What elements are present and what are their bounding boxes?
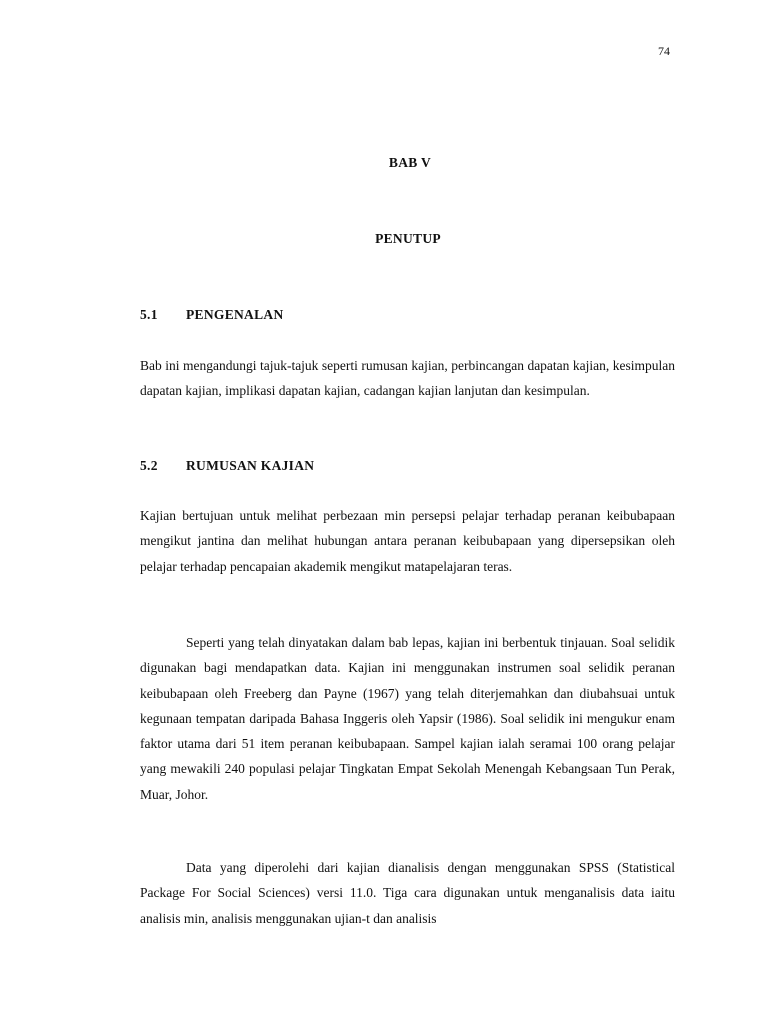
chapter-subtitle: PENUTUP bbox=[375, 231, 441, 246]
section-title: PENGENALAN bbox=[186, 307, 284, 322]
section-number: 5.1 bbox=[140, 307, 158, 322]
page-number: 74 bbox=[658, 44, 670, 58]
paragraph-pengenalan: Bab ini mengandungi tajuk-tajuk seperti rumusan kajian, perbincangan dapatan kajian, kesimpulan dapatan kajian, implikasi dapatan kajian, cadangan kajian lanjutan dan kesimpulan. bbox=[140, 358, 675, 399]
paragraph-rumusan-analysis: Data yang diperolehi dari kajian dianalisis dengan menggunakan SPSS (Statistical Package For Social Sciences) versi 11.0. Tiga cara digunakan untuk menganalisis data iaitu analisis min, analisis menggunakan ujian-t dan analisis bbox=[140, 860, 675, 926]
section-title: RUMUSAN KAJIAN bbox=[186, 458, 315, 473]
chapter-title: BAB V bbox=[388, 155, 432, 170]
section-number: 5.2 bbox=[140, 458, 158, 473]
paragraph-rumusan-objective: Kajian bertujuan untuk melihat perbezaan min persepsi pelajar terhadap peranan keibubapaan mengikut jantina dan melihat hubungan antara peranan keibubapaan yang dipersepsikan oleh pelajar terhadap pencapaian akademik mengikut matapelajaran teras. bbox=[140, 508, 675, 574]
section-heading-rumusan-kajian bbox=[140, 458, 314, 474]
section-heading-pengenalan bbox=[140, 307, 284, 323]
paragraph-rumusan-method: Seperti yang telah dinyatakan dalam bab lepas, kajian ini berbentuk tinjauan. Soal selidik digunakan bagi mendapatkan data. Kajian ini menggunakan instrumen soal selidik peranan keibubapaan oleh Freeberg dan Payne (1967) yang telah diterjemahkan dan diubahsuai untuk kegunaan tempatan daripada Bahasa Inggeris oleh Yapsir (1986). Soal selidik ini mengukur enam faktor utama dari 51 item peranan keibubapaan. Sampel kajian ialah seramai 100 orang pelajar yang mewakili 240 populasi pelajar Tingkatan Empat Sekolah Menengah Kebangsaan Tun Perak, Muar, Johor. bbox=[140, 635, 675, 802]
